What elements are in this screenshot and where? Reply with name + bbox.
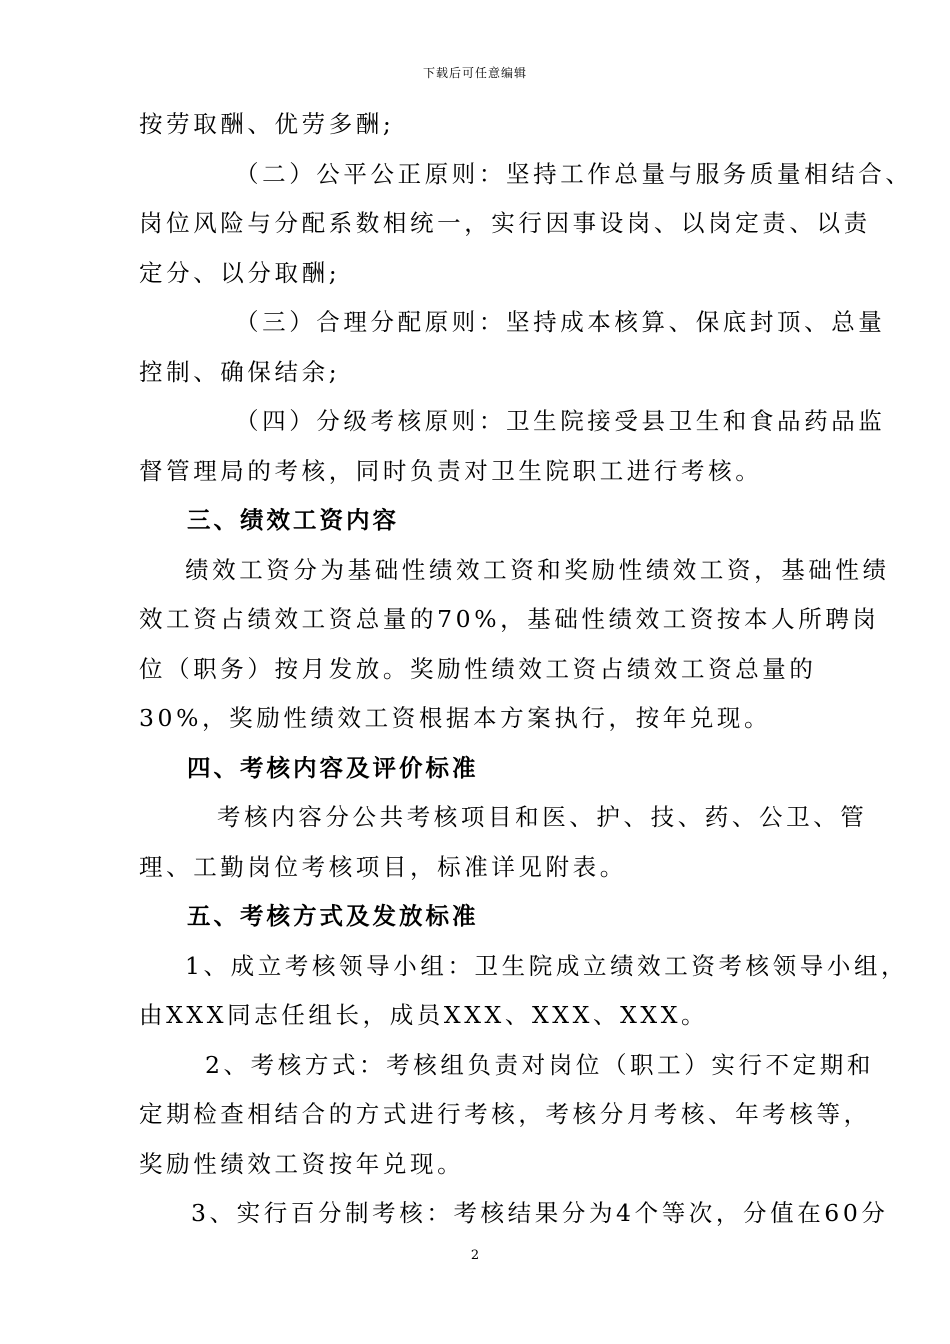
paragraph-line: （四）分级考核原则：卫生院接受县卫生和食品药品监 [235, 407, 886, 435]
paragraph-line: 效工资占绩效工资总量的70%，基础性绩效工资按本人所聘岗 [139, 605, 880, 633]
paragraph-line: 3、实行百分制考核：考核结果分为4个等次，分值在60分 [191, 1199, 889, 1227]
paragraph-line: 考核内容分公共考核项目和医、护、技、药、公卫、管 [217, 803, 868, 831]
paragraph-line: 定分、以分取酬; [139, 258, 341, 287]
paragraph-line: 由XXX同志任组长，成员XXX、XXX、XXX。 [139, 1001, 709, 1029]
paragraph-line: 控制、确保结余; [139, 357, 341, 386]
paragraph-line: 2、考核方式：考核组负责对岗位（职工）实行不定期和 [205, 1050, 874, 1079]
section-heading: 四、考核内容及评价标准 [187, 753, 479, 782]
paragraph-line: 绩效工资分为基础性绩效工资和奖励性绩效工资，基础性绩 [185, 555, 890, 584]
paragraph-line: 督管理局的考核，同时负责对卫生院职工进行考核。 [139, 456, 763, 485]
paragraph-line: 按劳取酬、优劳多酬; [139, 110, 395, 138]
paragraph-line: （三）合理分配原则：坚持成本核算、保底封顶、总量 [235, 308, 886, 336]
paragraph-line: 奖励性绩效工资按年兑现。 [139, 1149, 465, 1178]
paragraph-line: 30%，奖励性绩效工资根据本方案执行，按年兑现。 [139, 704, 772, 732]
paragraph-line: 1、成立考核领导小组：卫生院成立绩效工资考核领导小组， [185, 951, 909, 980]
document-body [139, 100, 913, 1239]
paragraph-line: （二）公平公正原则：坚持工作总量与服务质量相结合、 [235, 159, 913, 188]
paragraph-line: 位（职务）按月发放。奖励性绩效工资占绩效工资总量的 [139, 654, 817, 683]
paragraph-line: 岗位风险与分配系数相统一，实行因事设岗、以岗定责、以责 [139, 209, 871, 237]
section-heading: 三、绩效工资内容 [187, 506, 399, 534]
page-header: 下载后可任意编辑 [422, 66, 527, 80]
paragraph-line: 定期检查相结合的方式进行考核，考核分月考核、年考核等， [139, 1100, 871, 1128]
paragraph-line: 理、工勤岗位考核项目，标准详见附表。 [139, 852, 627, 881]
section-heading: 五、考核方式及发放标准 [187, 902, 479, 930]
page-number: 2 [470, 1248, 480, 1263]
